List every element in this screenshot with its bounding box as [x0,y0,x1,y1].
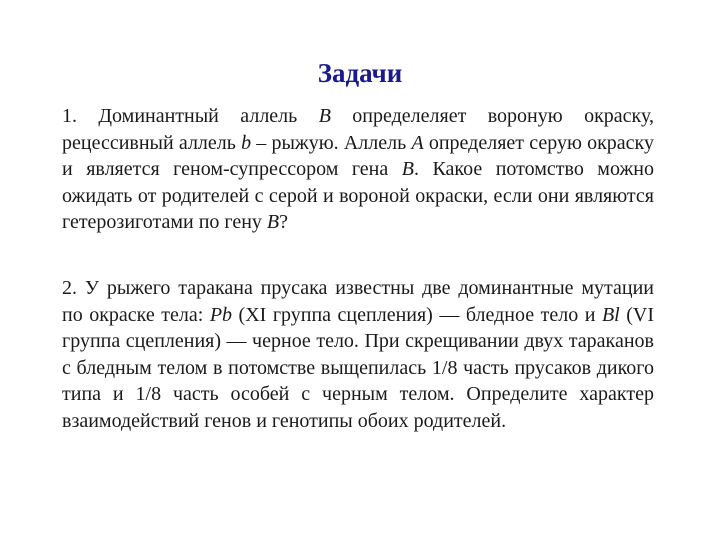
gene-symbol: B [401,158,414,180]
gene-symbol: A [411,131,424,154]
gene-symbol: B [318,105,331,127]
gene-symbol: Pb [209,303,233,326]
task-1-text: 1. Доминантный аллель [62,105,319,127]
task-1-text: . Какое потомство можно ожидать от родителей с серой и вороной окраски, если они являются гетерозиготами по гену [62,158,654,233]
task-1 [62,103,654,236]
task-1-text: определяет серую окраску и является геном-супрессором гена [62,131,654,180]
slide-title: Задачи [317,58,403,88]
task-2-text: (VI группа сцепления) — черное тело. При скрещивании двух тараканов с бледным телом в потомстве выщепилась 1/8 часть прусаков дикого типа и 1/8 часть особей с черным телом. Определите характер взаимодействий генов и генотипы обоих родителей. [62,303,655,432]
task-2-text: (XI группа сцепления) — бледное тело и [232,303,602,326]
task-2-text: 2. У рыжего таракана прусака известны две доминантные мутации по окраске тела: [62,277,654,326]
gene-symbol: B [266,211,280,233]
task-1-text: определеляет вороную окраску, рецессивный аллель [62,105,654,154]
task-1-text: – рыжую. Аллель [251,131,412,154]
task-1-text: ? [279,211,289,233]
task-2 [62,275,654,434]
gene-symbol: b [241,131,252,154]
gene-symbol: Bl [601,303,620,326]
